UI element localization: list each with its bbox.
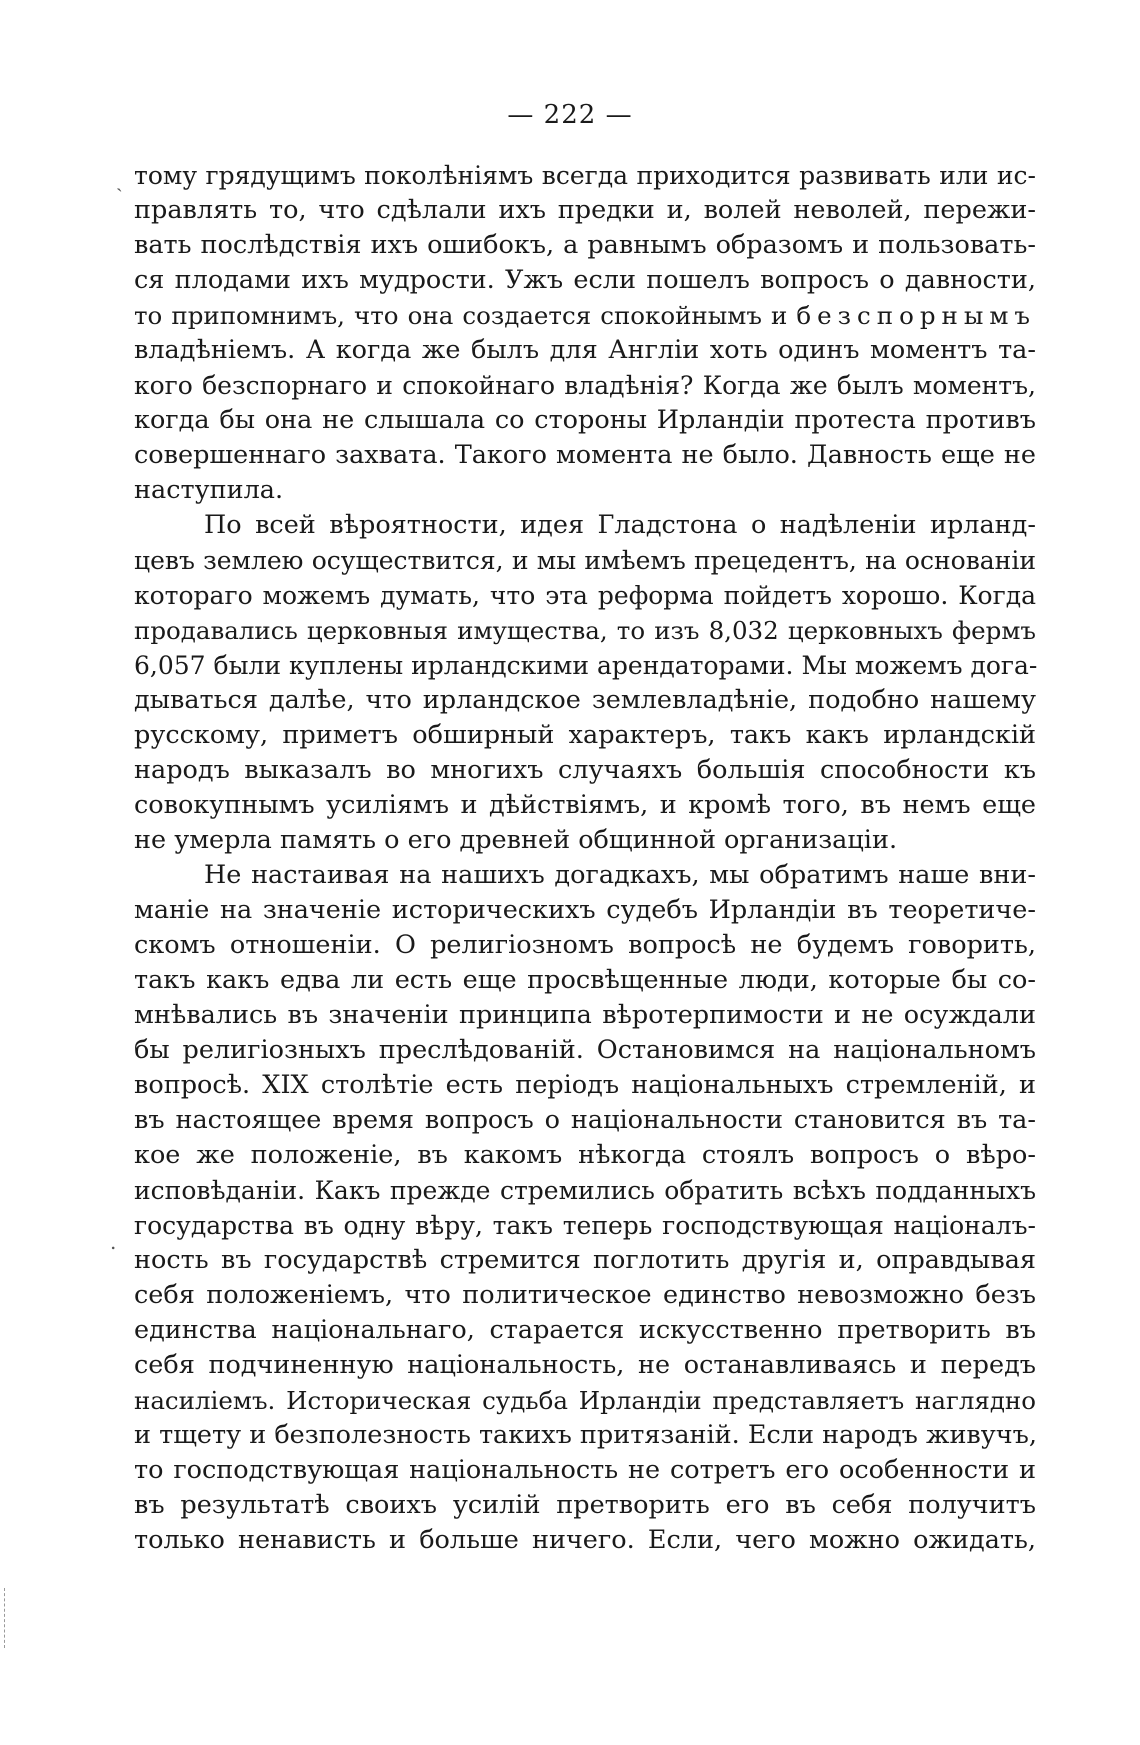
text-line: правлять то, что сдѣлали ихъ предки и, волей неволей, пережи- [134, 195, 1036, 225]
text-line: По всей вѣроятности, идея Гладстона о надѣленіи ирланд- [204, 510, 1036, 540]
text-line: себя подчиненную національность, не останавливаясь и передъ [134, 1350, 1036, 1380]
text-line: единства національнаго, старается искусственно претворить въ [134, 1315, 1036, 1345]
text-line: государства въ одну вѣру, такъ теперь господствующая націоналъ- [134, 1211, 1036, 1240]
text-line: 6,057 были куплены ирландскими арендаторами. Мы можемъ дога- [134, 651, 1038, 680]
text-line: наступила. [134, 475, 284, 505]
text-line: котораго можемъ думать, что эта реформа пойдетъ хорошо. Когда [134, 581, 1036, 610]
text-line: продавались церковныя имущества, то изъ 8,032 церковныхъ фермъ [134, 616, 1036, 645]
text-line: совершеннаго захвата. Такого момента не было. Давность еще не [134, 440, 1036, 470]
text-line: мнѣвались въ значеніи принципа вѣротерпимости и не осуждали [134, 1000, 1036, 1030]
text-run: то припомнимъ, что она создается спокойнымъ и [134, 301, 797, 330]
text-line: вопросѣ. XIX столѣтіе есть періодъ національныхъ стремленій, и [134, 1070, 1036, 1100]
text-line: тому грядущимъ поколѣніямъ всегда приходится развивать или ис- [134, 161, 1036, 190]
text-line: ность въ государствѣ стремится поглотить другія и, оправдывая [134, 1245, 1036, 1275]
margin-mark: . [110, 1230, 117, 1254]
text-line: въ настоящее время вопросъ о національности становится въ та- [134, 1105, 1036, 1135]
text-line: то господствующая національность не сотретъ его особенности и [134, 1455, 1036, 1485]
text-line: и тщету и безполезность такихъ притязаній. Если народъ живучъ, [134, 1420, 1037, 1450]
paragraph [134, 508, 1036, 858]
body-text [134, 158, 1036, 1558]
text-line: бы религіозныхъ преслѣдованій. Остановимся на національномъ [134, 1035, 1036, 1065]
text-line: владѣніемъ. А когда же былъ для Англіи хоть одинъ моментъ та- [134, 335, 1036, 365]
text-line: цевъ землею осуществится, и мы имѣемъ прецедентъ, на основаніи [134, 546, 1036, 575]
text-line: не умерла память о его древней общинной организаціи. [134, 825, 898, 855]
text-line: вать послѣдствія ихъ ошибокъ, а равнымъ образомъ и пользовать- [134, 230, 1036, 260]
text-line: дываться далѣе, что ирландское землевладѣніе, подобно нашему [134, 685, 1036, 715]
text-line: только ненависть и больше ничего. Если, чего можно ожидать, [134, 1525, 1036, 1555]
text-line: въ результатѣ своихъ усилій претворить его въ себя получитъ [134, 1490, 1036, 1520]
text-line: народъ выказалъ во многихъ случаяхъ большія способности къ [134, 755, 1036, 785]
paragraph [134, 158, 1036, 508]
page-number: — 222 — [507, 100, 633, 130]
text-line: Не настаивая на нашихъ догадкахъ, мы обратимъ наше вни- [204, 860, 1036, 890]
page-edge-rule [4, 1588, 5, 1648]
paragraph [134, 858, 1036, 1558]
text-line: ся плодами ихъ мудрости. Ужъ если пошелъ вопросъ о давности, [134, 265, 1036, 295]
text-line: русскому, приметъ обширный характеръ, такъ какъ ирландскій [134, 720, 1036, 750]
text-line [134, 298, 1036, 333]
text-line: когда бы она не слышала со стороны Ирландіи протеста противъ [134, 405, 1036, 435]
text-line: скомъ отношеніи. О религіозномъ вопросѣ не будемъ говорить, [134, 930, 1036, 960]
text-line: такъ какъ едва ли есть еще просвѣщенные люди, которые бы со- [134, 965, 1036, 995]
text-line: насиліемъ. Историческая судьба Ирландіи представляетъ наглядно [134, 1386, 1036, 1415]
text-line: себя положеніемъ, что политическое единство невозможно безъ [134, 1280, 1036, 1310]
text-line: кого безспорнаго и спокойнаго владѣнія? Когда же былъ моментъ, [134, 371, 1036, 400]
text-line: исповѣданіи. Какъ прежде стремились обратить всѣхъ подданныхъ [134, 1176, 1036, 1205]
text-line: кое же положеніе, въ какомъ нѣкогда стоялъ вопросъ о вѣро- [134, 1140, 1036, 1170]
text-line: совокупнымъ усиліямъ и дѣйствіямъ, и кромѣ того, въ немъ еще [134, 790, 1036, 820]
margin-mark: ˏ [116, 168, 123, 192]
spaced-emphasis: безспорнымъ [796, 301, 1036, 330]
text-line: маніе на значеніе историческихъ судебъ Ирландіи въ теоретиче- [134, 895, 1036, 925]
